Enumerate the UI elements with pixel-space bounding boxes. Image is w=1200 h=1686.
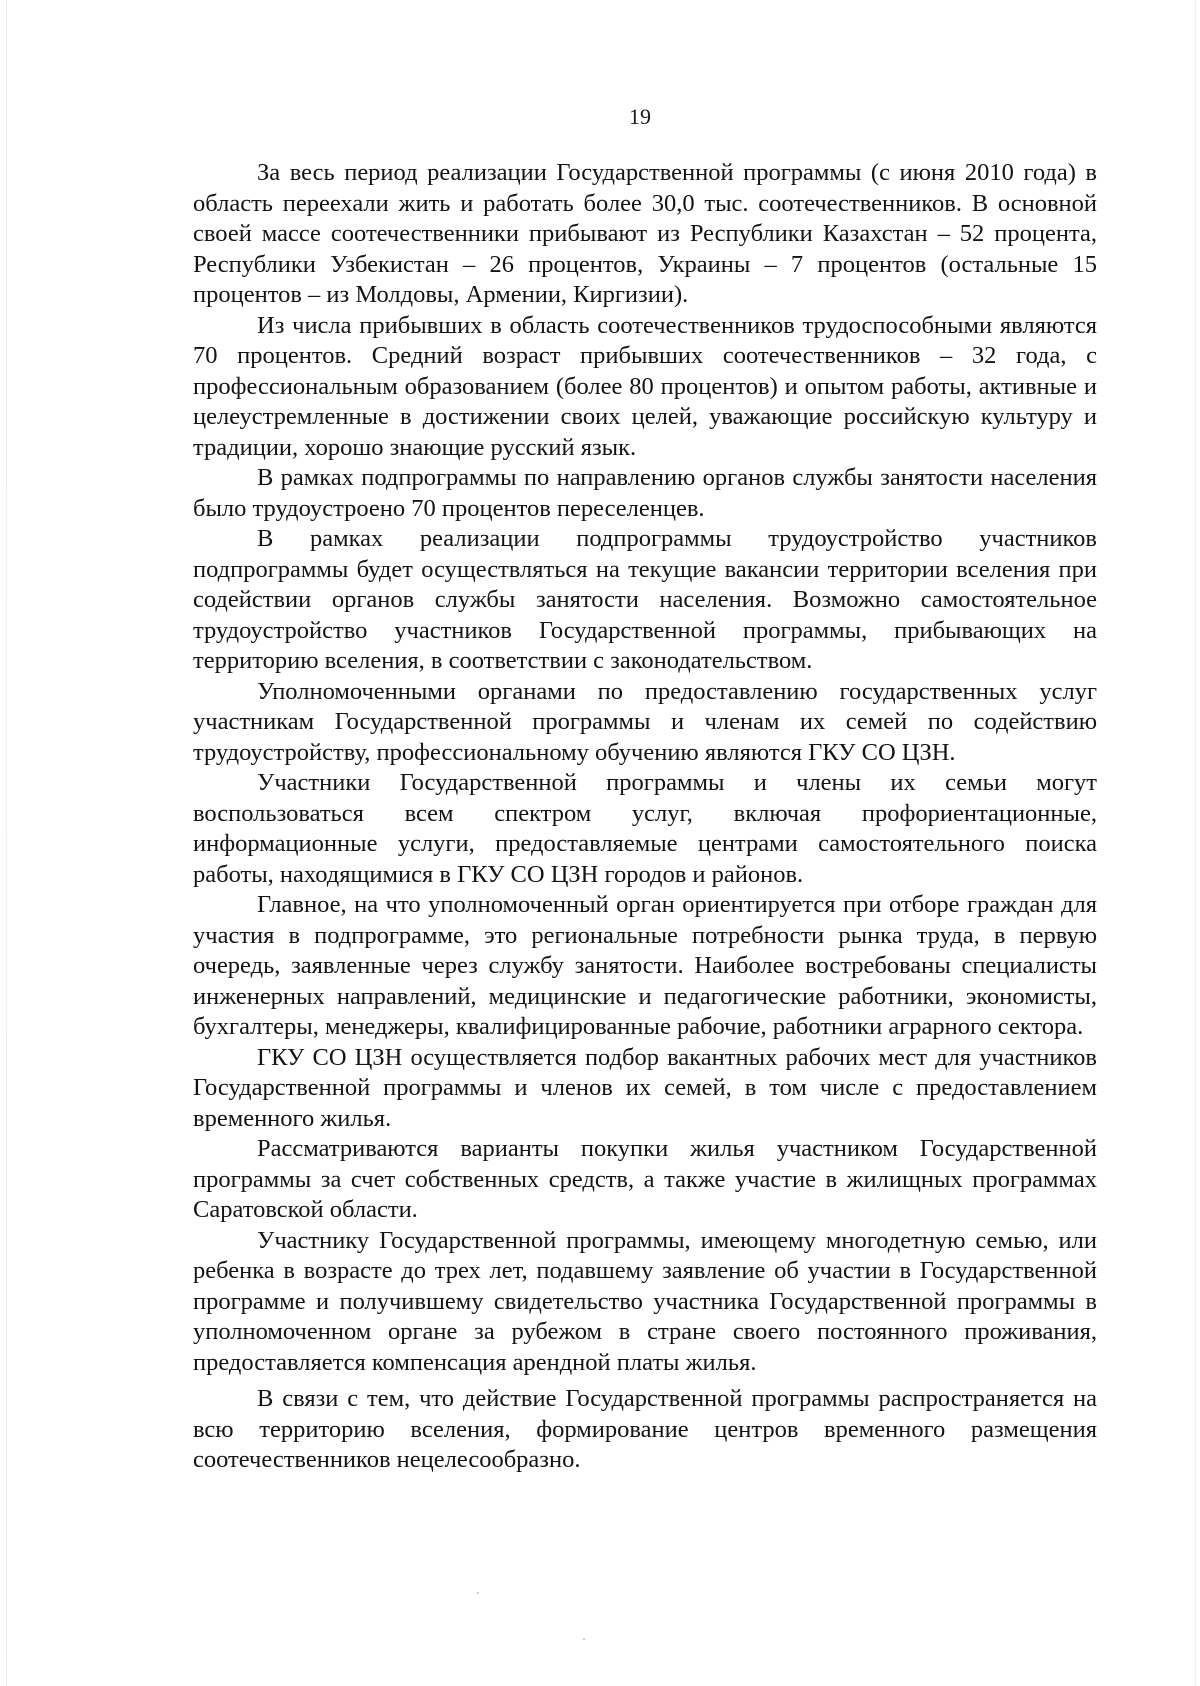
document-body — [193, 158, 1097, 1476]
page-number: 19 — [629, 104, 651, 129]
paragraph-job-matching: ГКУ СО ЦЗН осуществляется подбор вакантных рабочих мест для участников Государственной программы и членов их семей, в том числе с предоставлением временного жилья. — [193, 1043, 1097, 1132]
scan-speck — [477, 1592, 479, 1594]
paragraph-housing-purchase: Рассматриваются варианты покупки жилья участником Государственной программы за счет собственных средств, а также участие в жилищных программах Саратовской области. — [193, 1135, 1097, 1223]
paragraph-rent-compensation: Участнику Государственной программы, имеющему многодетную семью, или ребенка в возрасте до трех лет, подавшему заявление об участии в Государственной программе и получившему свидетельство участника Государственной программы в уполномоченном органе за рубежом в стране своего постоянного проживания, предоставляется компенсация арендной платы жилья. — [193, 1226, 1097, 1376]
paragraph-able-bodied: Из числа прибывших в область соотечественников трудоспособными являются 70 процентов. Средний возраст прибывших соотечественников – 32 года, с профессиональным образованием (более 80 процентов) и опытом работы, активные и целеустремленные в достижении своих целей, уважающие российскую культуру и традиции, хорошо знающие русский язык. — [193, 311, 1097, 461]
paragraph-resettlement-stats: За весь период реализации Государственной программы (с июня 2010 года) в область переехали жить и работать более 30,0 тыс. соотечественников. В основной своей массе соотечественники прибывают из Республики Казахстан – 52 процента, Республики Узбекистан – 26 процентов, Украины – 7 процентов (остальные 15 процентов – из Молдовы, Армении, Киргизии). — [193, 159, 1097, 308]
paragraph-selection-criteria: Главное, на что уполномоченный орган ориентируется при отборе граждан для участия в подпрограмме, это региональные потребности рынка труда, в первую очередь, заявленные через службу занятости. Наиболее востребованы специалисты инженерных направлений, медицинские и педагогические работники, экономисты, бухгалтеры, менеджеры, квалифицированные рабочие, работники аграрного сектора. — [193, 891, 1097, 1040]
scan-edge-right — [1195, 0, 1196, 1686]
paragraph-employment-rate: В рамках подпрограммы по направлению органов службы занятости населения было трудоустроено 70 процентов переселенцев. — [193, 464, 1097, 522]
paragraph-authorized-bodies: Уполномоченными органами по предоставлению государственных услуг участникам Государственной программы и членам их семей по содействию трудоустройству, профессиональному обучению являются ГКУ СО ЦЗН. — [193, 677, 1097, 766]
paragraph-services: Участники Государственной программы и члены их семьи могут воспользоваться всем спектром услуг, включая профориентационные, информационные услуги, предоставляемые центрами самостоятельного поиска работы, находящимися в ГКУ СО ЦЗН городов и районов. — [193, 769, 1097, 888]
paragraph-employment-vacancies: В рамках реализации подпрограммы трудоустройство участников подпрограммы будет осуществляться на текущие вакансии территории вселения при содействии органов службы занятости населения. Возможно самостоятельное трудоустройство участников Государственной программы, прибывающих на территорию вселения, в соответствии с законодательством. — [193, 525, 1097, 674]
paragraph-temporary-centers: В связи с тем, что действие Государственной программы распространяется на всю территорию вселения, формирование центров временного размещения соотечественников нецелесообразно. — [193, 1385, 1097, 1473]
scan-edge-left — [6, 0, 7, 1686]
scan-speck — [583, 1638, 585, 1640]
